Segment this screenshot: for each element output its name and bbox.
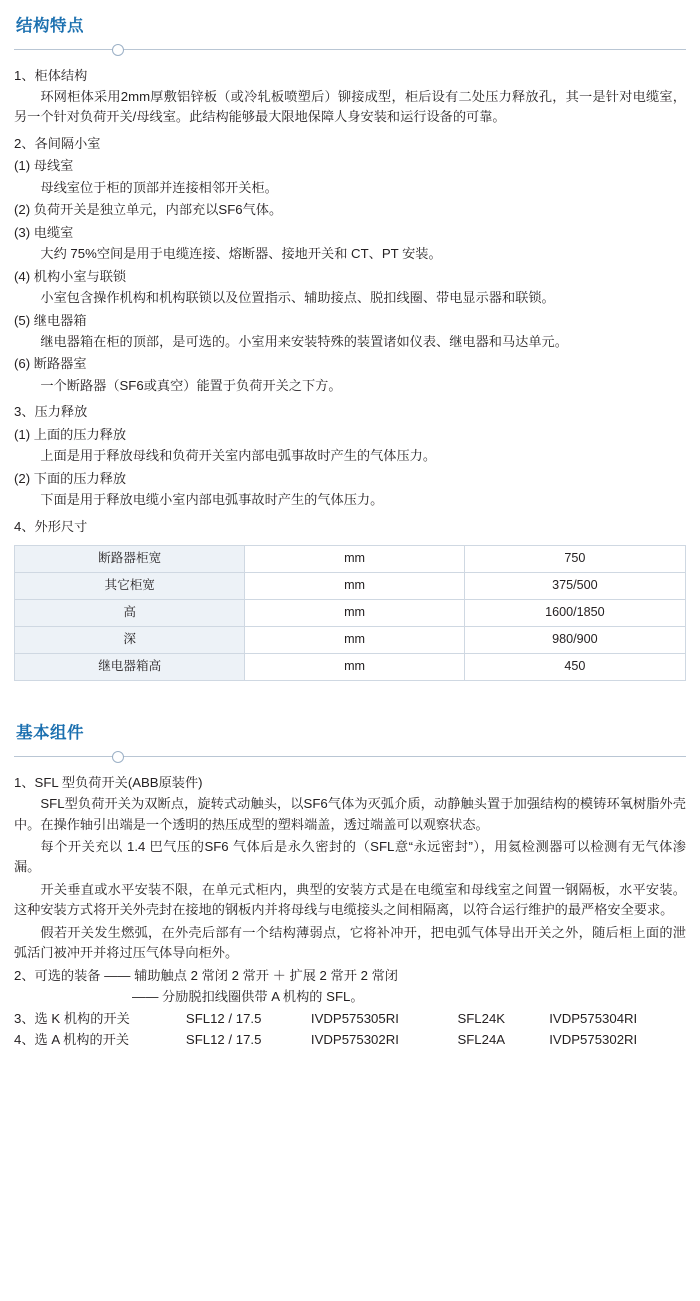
- switch-row-label: 4、选 A 机构的开关: [14, 1032, 130, 1048]
- section-spacer: [14, 685, 686, 721]
- cell-value: 450: [464, 654, 685, 681]
- table-row: [15, 654, 686, 681]
- heading-cabinet-structure: 1、柜体结构: [14, 67, 88, 83]
- paragraph-lower-pressure-release: 下面是用于释放电缆小室内部电弧事故时产生的气体压力。: [40, 492, 384, 508]
- paragraph-mechanism-room: 小室包含操作机构和机构联锁以及位置指示、辅助接点、脱扣线圈、带电显示器和联锁。: [40, 290, 555, 306]
- paragraph-relay-box: 继电器箱在柜的顶部，是可选的。小室用来安装特殊的装置诸如仪表、继电器和马达单元。: [40, 334, 568, 349]
- switch-row-code-2: IVDP575302RI: [549, 1032, 638, 1048]
- switch-row-type-1: SFL12 / 17.5: [185, 1032, 262, 1048]
- cell-unit: mm: [245, 600, 464, 627]
- item-mechanism-room: (4) 机构小室与联锁: [14, 268, 127, 284]
- cell-name: 深: [15, 627, 245, 654]
- cell-name: 断路器柜宽: [15, 546, 245, 573]
- section-divider: [14, 44, 686, 56]
- cell-value: 750: [464, 546, 685, 573]
- heading-sfl-switch: 1、SFL 型负荷开关(ABB原装件): [14, 774, 203, 790]
- section-divider-components: [14, 751, 686, 763]
- switch-row-code-2: IVDP575304RI: [549, 1010, 638, 1026]
- switch-row-code-1: IVDP575302RI: [310, 1032, 399, 1048]
- section-header-components: [14, 721, 686, 763]
- switch-row-k: [14, 1009, 686, 1029]
- switch-row-type-2: SFL24K: [457, 1010, 506, 1026]
- switch-row-a: [14, 1030, 686, 1050]
- section-header-structure: [14, 14, 686, 56]
- divider-dot-icon: [112, 751, 124, 763]
- table-row: [15, 627, 686, 654]
- heading-compartments: 2、各间隔小室: [14, 135, 101, 151]
- switch-row-type-1: SFL12 / 17.5: [185, 1010, 262, 1026]
- optional-equipment-line-1: 2、可选的装备 —— 辅助触点 2 常闭 2 常开 ＋ 扩展 2 常开 2 常闭: [14, 967, 398, 983]
- paragraph-upper-pressure-release: 上面是用于释放母线和负荷开关室内部电弧事故时产生的气体压力。: [40, 448, 437, 464]
- paragraph-breaker-room: 一个断路器（SF6或真空）能置于负荷开关之下方。: [40, 377, 342, 393]
- heading-dimensions: 4、外形尺寸: [14, 518, 88, 534]
- paragraph-sfl-1: SFL型负荷开关为双断点，旋转式动触头，以SF6气体为灭弧介质，动静触头置于加强结构的模铸环氧树脂外壳中。在操作轴引出端是一个透明的热压成型的塑料端盖，透过端盖可以观察状态。: [14, 796, 686, 832]
- paragraph-sfl-2: 每个开关充以 1.4 巴气压的SF6 气体后是永久密封的（SFL意“永远密封”），用氦检测器可以检测有无气体渗漏。: [14, 839, 686, 875]
- section-body-structure: [14, 66, 686, 538]
- table-row: [15, 546, 686, 573]
- paragraph-sfl-3: 开关垂直或水平安装不限，在单元式柜内，典型的安装方式是在电缆室和母线室之间置一钢隔板，水平安装。这种安装方式将开关外壳封在接地的钢板内并将母线与电缆接头之间相隔离，以符合运行维护的最严格安全要求。: [14, 881, 686, 918]
- item-busbar-room: (1) 母线室: [14, 158, 74, 174]
- cell-unit: mm: [245, 654, 464, 681]
- item-upper-pressure-release: (1) 上面的压力释放: [14, 426, 127, 442]
- switch-row-type-2: SFL24A: [457, 1032, 506, 1048]
- switch-row-label: 3、选 K 机构的开关: [14, 1010, 130, 1026]
- item-relay-box: (5) 继电器箱: [14, 312, 87, 328]
- paragraph-busbar-room: 母线室位于柜的顶部并连接相邻开关柜。: [40, 179, 278, 195]
- item-lower-pressure-release: (2) 下面的压力释放: [14, 470, 127, 486]
- table-row: [15, 600, 686, 627]
- section-body-components: [14, 773, 686, 1051]
- divider-dot-icon: [112, 44, 124, 56]
- section-title: 结构特点: [16, 17, 84, 35]
- cell-name: 其它柜宽: [15, 573, 245, 600]
- heading-pressure-release: 3、压力释放: [14, 404, 88, 420]
- cell-value: 980/900: [464, 627, 685, 654]
- cell-unit: mm: [245, 546, 464, 573]
- cell-name: 继电器箱高: [15, 654, 245, 681]
- cell-unit: mm: [245, 627, 464, 654]
- cell-unit: mm: [245, 573, 464, 600]
- cell-value: 1600/1850: [464, 600, 685, 627]
- paragraph-cable-room: 大约 75%空间是用于电缆连接、熔断器、接地开关和 CT、PT 安装。: [40, 246, 442, 262]
- item-breaker-room: (6) 断路器室: [14, 356, 87, 372]
- section-title-components: 基本组件: [16, 724, 84, 743]
- item-load-switch: (2) 负荷开关是独立单元，内部充以SF6气体。: [14, 202, 283, 218]
- optional-equipment-line-2: —— 分励脱扣线圈供带 A 机构的 SFL。: [132, 989, 364, 1005]
- paragraph-sfl-4: 假若开关发生燃弧，在外壳后部有一个结构薄弱点，它将补冲开，把电弧气体导出开关之外，随后柜上面的泄弧活门被冲开并将过压气体导向柜外。: [14, 924, 686, 961]
- cell-name: 高: [15, 600, 245, 627]
- dimensions-table: [14, 545, 686, 681]
- switch-row-code-1: IVDP575305RI: [310, 1010, 399, 1026]
- item-cable-room: (3) 电缆室: [14, 224, 74, 240]
- paragraph-cabinet-structure: 环网柜体采用2mm厚敷铝锌板（或冷轧板喷塑后）铆接成型，柜后设有二处压力释放孔，其一是针对电缆室，另一个针对负荷开关/母线室。此结构能够最大限地保障人身安装和运行设备的可靠。: [14, 89, 686, 125]
- cell-value: 375/500: [464, 573, 685, 600]
- table-row: [15, 573, 686, 600]
